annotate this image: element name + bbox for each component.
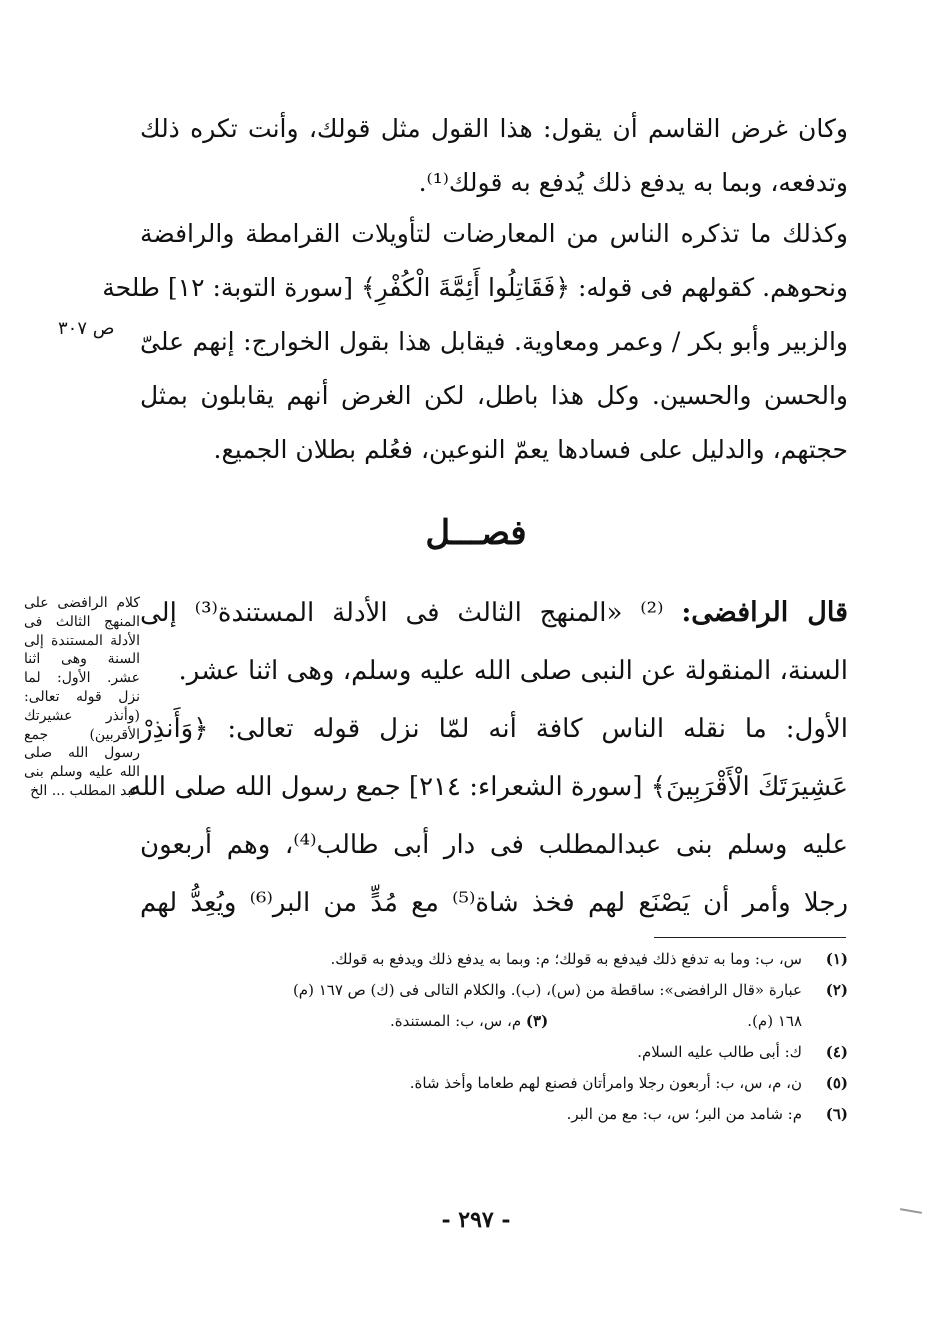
footnote [150, 1068, 848, 1099]
text-line: السنة، المنقولة عن النبى صلى الله عليه وسلم، وهى اثنا عشر. [178, 656, 848, 686]
footnote-number: (٦) [825, 1105, 848, 1123]
footnote-number: (٢) [825, 981, 848, 999]
text-line: وكان غرض القاسم أن يقول: هذا القول مثل قولك، وأنت تكره ذلك [140, 114, 848, 143]
footnote-number: (٤) [825, 1043, 848, 1061]
footnote-text: ن، م، س، ب: أربعون رجلا وامرأتان فصنع لهم طعاما وأخذ شاة. [409, 1074, 802, 1092]
text-line: رجلا وأمر أن يَصْنَع لهم فخذ شاة⁽⁵⁾ مع مُدٍّ من البر⁽⁶⁾ ويُعِدُّ لهم [140, 888, 848, 918]
footnote [150, 1099, 848, 1130]
footnote [150, 1037, 848, 1068]
footnote [150, 1006, 848, 1037]
footnote-divider [654, 937, 846, 938]
text-line: عليه وسلم بنى عبدالمطلب فى دار أبى طالب⁽⁴⁾، وهم أربعون [140, 830, 848, 860]
footnote-number: (٥) [825, 1074, 848, 1092]
text-line: والحسن والحسين. وكل هذا باطل، لكن الغرض أنهم يقابلون بمثل [140, 381, 848, 410]
footnote-text: ك: أبى طالب عليه السلام. [637, 1043, 802, 1061]
text-line: وكذلك ما تذكره الناس من المعارضات لتأويلات القرامطة والرافضة [140, 219, 848, 248]
footnote-number: (٣) [525, 1012, 549, 1030]
section-body [128, 584, 849, 932]
paragraph-2 [102, 207, 848, 477]
section-line-text: ⁽²⁾ «المنهج الثالث فى الأدلة المستندة⁽³⁾ إلى [140, 598, 664, 628]
margin-summary: كلام الرافضى على المنهج الثالث فى الأدلة المستندة إلى السنة وهى اثنا عشر. الأول: لما نزل قوله تعالى: (وأنذر عشيرتك الأقربين) جمع رسول الله صلى الله عليه وسلم بنى عبد المطلب ... الخ [24, 595, 140, 799]
paragraph-1 [140, 102, 848, 210]
text-line: والزبير وأبو بكر / وعمر ومعاوية. فيقابل هذا بقول الخوارج: إنهم علىّ [140, 327, 848, 356]
text-line: وتدفعه، وبما به يدفع ذلك يُدفع به قولك⁽¹⁾. [418, 168, 848, 197]
text-line: حجتهم، والدليل على فسادها يعمّ النوعين، فعُلم بطلان الجميع. [213, 435, 848, 464]
footnote [150, 944, 848, 975]
footnote-number: (١) [825, 950, 848, 968]
footnote-text: عبارة «قال الرافضى»: ساقطة من (س)، (ب). والكلام التالى فى (ك) ص ١٦٧ (م) [292, 981, 802, 999]
footnote [150, 975, 848, 1006]
text-line: عَشِيرَتَكَ الْأَقْرَبِينَ﴾ [سورة الشعراء: ٢١٤] جمع رسول الله صلى الله [128, 772, 848, 802]
footnote-text: م: شامد من البر؛ س، ب: مع من البر. [566, 1105, 802, 1123]
page-number: - ٢٩٧ - [441, 1207, 511, 1233]
text-line [140, 584, 848, 642]
text-line: ونحوهم. كقولهم فى قوله: ﴿فَقَاتِلُوا أَئِمَّةَ الْكُفْرِ﴾ [سورة التوبة: ١٢] طلحة [102, 273, 848, 302]
section-heading: فصـــل [425, 513, 527, 553]
footnotes [150, 944, 848, 1130]
section-label: قال الرافضى: [681, 597, 849, 628]
footnote-text: م، س، ب: المستندة. [390, 1012, 522, 1030]
margin-page-reference: ص ٣٠٧ [58, 318, 115, 339]
footnote-continuation: ١٦٨ (م). [747, 1012, 802, 1030]
text-line: الأول: ما نقله الناس كافة أنه لمّا نزل قوله تعالى: ﴿وَأَنذِرْ [140, 714, 848, 744]
footnote-text: س، ب: وما به تدفع ذلك فيدفع به قولك؛ م: وبما به يدفع ذلك ويدفع به قولك. [330, 950, 802, 968]
